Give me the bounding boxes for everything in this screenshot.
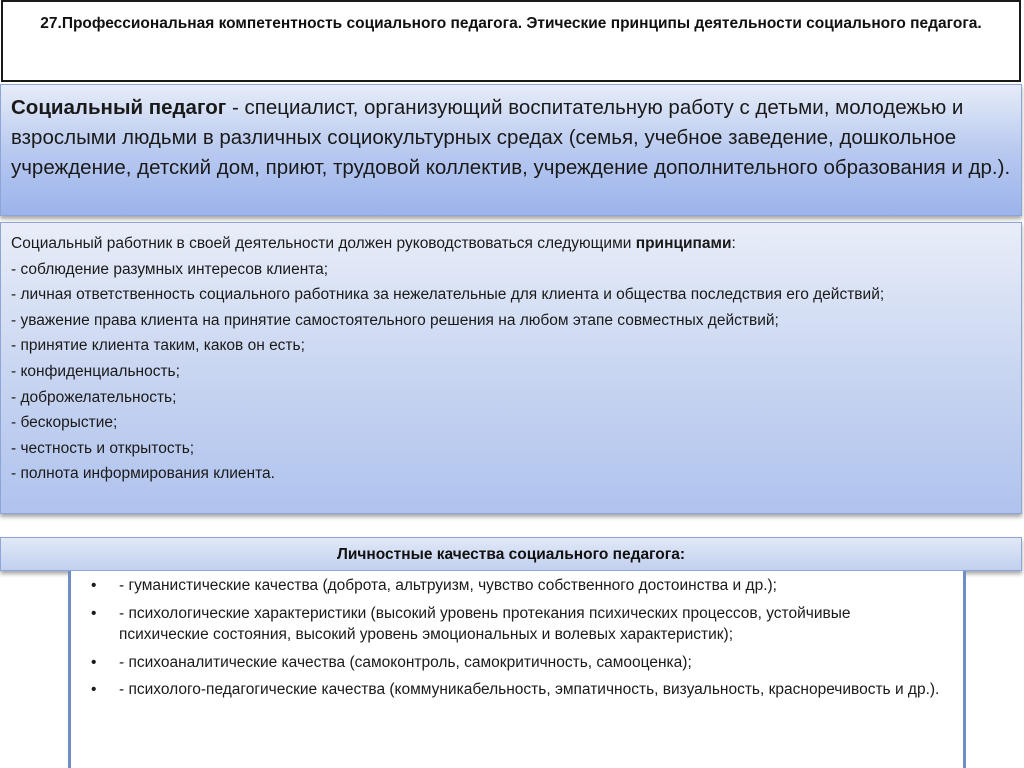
principles-intro-end: : (731, 235, 736, 252)
slide-title-text: 27.Профессиональная компетентность социального педагога. Этические принципы деятельности социального педагога. (40, 15, 982, 32)
principle-item: - честность и открытость; (11, 439, 195, 457)
qualities-header (0, 537, 1022, 571)
principle-item: - конфиденциальность; (11, 362, 180, 380)
principle-item: - соблюдение разумных интересов клиента; (11, 260, 329, 278)
bullet-icon: • (91, 577, 97, 594)
slide-title (1, 0, 1021, 82)
definition-text: - специалист, организующий воспитательную работу с детьми, молодежью и взрослыми людьми в различных социокультурных средах (семья, учебное заведение, дошкольное учреждение, детский дом, приют, трудовой коллектив, учреждение дополнительного образования и др.). (11, 96, 1011, 179)
quality-item (83, 679, 943, 701)
principles-intro-start: Социальный работник в своей деятельности должен руководствоваться следующими (11, 235, 636, 252)
principle-item: - доброжелательность; (11, 388, 177, 406)
principles-list (11, 257, 1011, 487)
qualities-list (83, 575, 943, 701)
principle-item: - полнота информирования клиента. (11, 465, 275, 483)
principles-intro-bold: принципами (635, 235, 732, 252)
principle-item: - принятие клиента таким, каков он есть; (11, 337, 305, 355)
quality-item-text: - гуманистические качества (доброта, альтруизм, чувство собственного достоинства и др.); (119, 577, 777, 594)
bullet-icon: • (91, 681, 97, 698)
bullet-icon: • (91, 604, 97, 622)
bullet-icon: • (91, 653, 97, 671)
principles-panel (0, 222, 1022, 514)
quality-item-text: - психолого-педагогические качества (коммуникабельность, эмпатичность, визуальность, красноречивость и др.). (119, 681, 940, 698)
quality-item (83, 603, 943, 646)
principle-item: - личная ответственность социального работника за нежелательные для клиента и общества последствия его действий; (11, 286, 885, 304)
quality-item (83, 652, 943, 674)
quality-item (83, 575, 943, 597)
principles-intro (11, 231, 1011, 257)
principle-item: - бескорыстие; (11, 414, 118, 432)
definition-panel (0, 84, 1022, 216)
qualities-panel (68, 571, 966, 768)
qualities-header-text: Личностные качества социального педагога: (336, 546, 686, 563)
definition-term: Социальный педагог (11, 96, 227, 119)
principle-item: - уважение права клиента на принятие самостоятельного решения на любом этапе совместных действий; (11, 311, 779, 329)
quality-item-text: - психоаналитические качества (самоконтроль, самокритичность, самооценка); (119, 653, 692, 671)
quality-item-text: - психологические характеристики (высокий уровень протекания психических процессов, устойчивые психические состояния, высокий уровень эмоциональных и волевых характеристик); (119, 604, 851, 643)
